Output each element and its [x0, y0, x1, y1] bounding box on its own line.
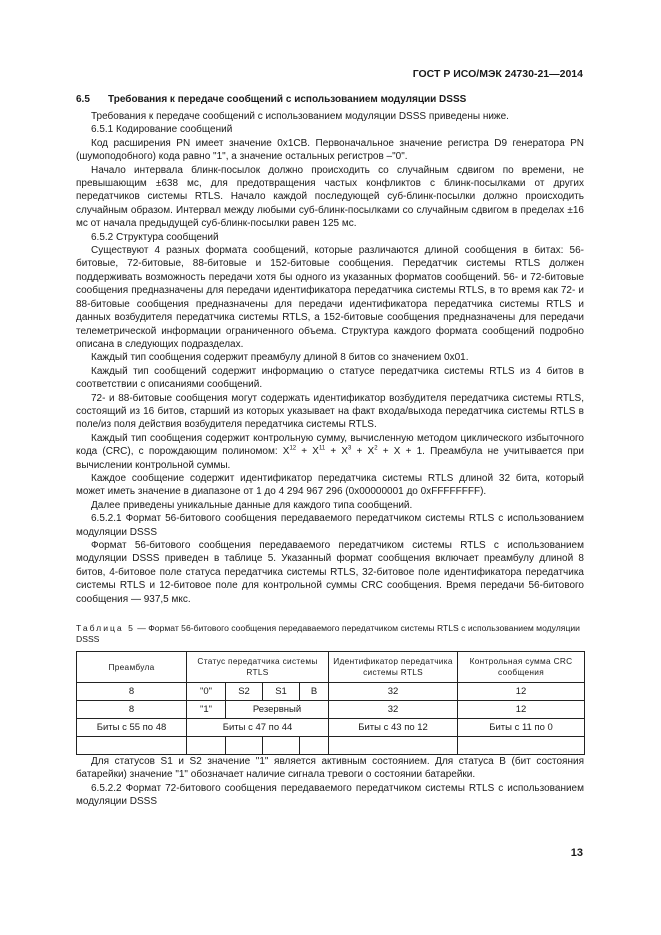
table-row-empty [77, 737, 585, 755]
paragraph: Для статусов S1 и S2 значение "1" является активным состоянием. Для статуса B (бит состояния батарейки) значение "1" обозначает наличие сигнала тревоги о состоянии батарейки. [76, 756, 584, 781]
table-header-row [77, 652, 585, 683]
exponent: 3 [348, 445, 352, 452]
paragraph: Каждое сообщение содержит идентификатор передатчика системы RTLS длиной 32 бита, который может иметь значение в диапазоне от 1 до 4 294 967 296 (0x00000001 до 0xFFFFFFFF). [76, 472, 584, 498]
paragraph: Код расширения PN имеет значение 0x1CB. Первоначальное значение регистра D9 генератора PN (шумоподобного) кода равно "1", а значение остальных регистров –"0". [76, 137, 584, 163]
subsection-heading: 6.5.2 Структура сообщений [91, 231, 219, 243]
table-cell: Биты с 47 по 44 [187, 719, 329, 737]
table-cell: Биты с 43 по 12 [329, 719, 458, 737]
table-cell: S1 [263, 683, 300, 701]
paragraph: Требования к передаче сообщений с использованием модуляции DSSS приведены ниже. [91, 111, 509, 122]
table-cell: 8 [77, 683, 187, 701]
table-cell: S2 [226, 683, 263, 701]
table-caption [76, 623, 584, 644]
page-number: 13 [570, 847, 583, 859]
exponent: 11 [318, 445, 326, 452]
paragraph: Далее приведены уникальные данные для каждого типа сообщений. [91, 499, 413, 511]
table-cell [458, 737, 585, 755]
table-row [77, 719, 585, 737]
table-cell [263, 737, 300, 755]
table-cell: 32 [329, 683, 458, 701]
table-cell [77, 737, 187, 755]
crc-text: + X + 1. Преамбула не учитывается при вычислении контрольной суммы. [76, 446, 584, 471]
header-crc: Контрольная сумма CRC сообщения [458, 652, 585, 683]
header-identifier: Идентификатор передатчика системы RTLS [329, 652, 458, 683]
page-content [76, 93, 584, 809]
table-caption-label: Таблица 5 [76, 623, 135, 634]
table-cell: Биты с 11 по 0 [458, 719, 585, 737]
table-cell [300, 737, 329, 755]
subsection-heading: 6.5.2.1 Формат 56-битового сообщения передаваемого передатчиком системы RTLS с использованием модуляции DSSS [76, 513, 584, 538]
subsection-heading: 6.5.2.2 Формат 72-битового сообщения передаваемого передатчиком системы RTLS с использованием модуляции DSSS [76, 782, 584, 808]
table-row [77, 683, 585, 701]
table-cell: "1" [187, 701, 226, 719]
paragraph: Каждый тип сообщений содержит информацию о статусе передатчика системы RTLS из 4 битов в соответствии с описаниями сообщений. [76, 365, 584, 391]
table-row [77, 701, 585, 719]
exponent: 12 [289, 445, 297, 452]
exponent: 2 [374, 445, 378, 452]
paragraph: Формат 56-битового сообщения передаваемого передатчиком системы RTLS с использованием модуляции DSSS приведен в таблице 5. Указанный формат сообщения включает преамбулу длиной 8 битов, 4-битовое поле статуса передатчика системы RTLS, 32-битовое поле идентификатора передатчика системы RTLS и 12-битовое поле для контрольной суммы CRC сообщения. Время передачи 56-битового сообщения — 937,5 мкс. [76, 540, 584, 605]
table-cell: Резервный [226, 701, 329, 719]
table-cell: 32 [329, 701, 458, 719]
subsection-heading: 6.5.1 Кодирование сообщений [91, 124, 233, 136]
paragraph: Каждый тип сообщения содержит преамбулу длиной 8 битов со значением 0x01. [91, 352, 469, 364]
crc-text: + X [325, 446, 349, 458]
table-caption-text: — Формат 56-битового сообщения передаваемого передатчиком системы RTLS с использованием модуляции DSSS [76, 623, 580, 644]
section-heading [76, 93, 584, 107]
crc-text: + X [351, 446, 375, 458]
crc-text: Каждый тип сообщения содержит контрольную сумму, вычисленную методом циклического избыточного кода (CRC), с порождающим полиномом: X [76, 432, 584, 458]
table-cell: 8 [77, 701, 187, 719]
table-cell: B [300, 683, 329, 701]
paragraph: Начало интервала блинк-посылок должно происходить со случайным сдвигом по времени, не превышающим ±638 мс, для предотвращения частых конфликтов с блинк-посылками от других передатчиков системы RTLS. Начало каждой последующей суб-блинк-посылки должно происходить случайным образом. Интервал между любыми суб-блинк-посылками со случайным сдвигом в пределах ±16 мс от начала предыдущей суб-блинк-посылки равен 125 мс. [76, 164, 584, 230]
table-cell: Биты с 55 по 48 [77, 719, 187, 737]
section-number: 6.5 [76, 94, 90, 105]
table-cell: "0" [187, 683, 226, 701]
crc-paragraph [76, 432, 584, 472]
paragraph: 72- и 88-битовые сообщения могут содержать идентификатор возбудителя передатчика системы RTLS, состоящий из 16 битов, старший из которых указывает на факт входа/выхода передатчика системы RTLS в поле/из поля действия возбудителя передатчика системы RTLS. [76, 392, 584, 431]
header-preamble: Преамбула [77, 652, 187, 683]
table-cell [226, 737, 263, 755]
message-format-table [76, 651, 585, 755]
header-status: Статус передатчика системы RTLS [187, 652, 329, 683]
table-cell: 12 [458, 683, 585, 701]
crc-text: + X [296, 446, 319, 458]
document-header: ГОСТ Р ИСО/МЭК 24730-21—2014 [412, 68, 583, 80]
table-cell: 12 [458, 701, 585, 719]
paragraph: Существуют 4 разных формата сообщений, которые различаются длиной сообщения в битах: 56-битовые, 72-битовые, 88-битовые и 152-битовые сообщения. Передатчик системы RTLS должен поддерживать возможность передачи хотя бы одного из указанных форматов сообщений. 56- и 72-битовые сообщения предназначены для передачи идентификатора передатчика системы RTLS, в то время как 72- и 88-битовые сообщения предназначены для передачи идентификатора передатчика системы RTLS и данных возбудителя передатчика системы RTLS, а 152-битовые сообщения предназначены для передачи телеметрической информации ограниченного объема. Структура каждого формата сообщений подробно описана в следующих подразделах. [76, 245, 584, 350]
section-title: Требования к передаче сообщений с использованием модуляции DSSS [108, 94, 467, 105]
table-cell [329, 737, 458, 755]
table-cell [187, 737, 226, 755]
